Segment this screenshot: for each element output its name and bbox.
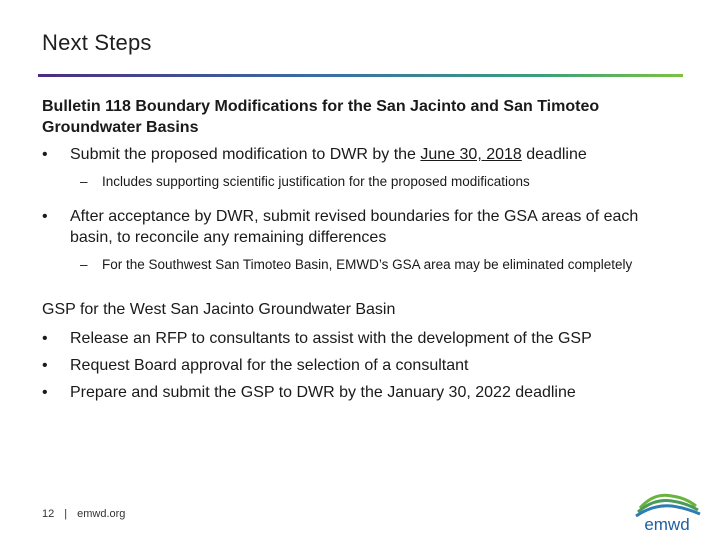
sub-bullet-text: For the Southwest San Timoteo Basin, EMWD’s GSA area may be eliminated completely — [102, 257, 633, 272]
page-number: 12 — [42, 508, 55, 520]
sub-bullet-marker: – — [80, 257, 88, 272]
bullet-submit-modification — [42, 144, 682, 165]
slide-content — [42, 96, 682, 403]
bullet-marker: • — [42, 146, 48, 163]
logo-text: emwd — [644, 515, 690, 532]
bullet-marker: • — [42, 330, 48, 347]
bullet-marker: • — [42, 384, 48, 401]
title-divider — [38, 74, 683, 77]
slide-title: Next Steps — [42, 30, 152, 55]
bullet-text-end: deadline — [521, 146, 587, 163]
bullet-marker: • — [42, 208, 48, 225]
deadline-date: June 30, 2018 — [420, 146, 522, 163]
section-heading-gsp: GSP for the West San Jacinto Groundwater Basin — [42, 301, 396, 318]
emwd-logo — [628, 488, 706, 532]
sub-bullet-timoteo — [42, 254, 682, 275]
bullet-submit-gsp — [42, 382, 682, 403]
bullet-text: After acceptance by DWR, submit revised boundaries for the GSA areas of each basin, to reconcile any remaining differences — [70, 208, 639, 246]
bullet-text: Request Board approval for the selection of a consultant — [70, 357, 469, 374]
footer-separator: | — [64, 508, 68, 520]
bullet-text: Release an RFP to consultants to assist with the development of the GSP — [70, 330, 592, 347]
slide-footer — [42, 508, 125, 520]
bullet-board-approval — [42, 355, 682, 376]
logo-wave-icon — [636, 495, 700, 516]
bullet-release-rfp — [42, 328, 682, 349]
bullet-text: Prepare and submit the GSP to DWR by the January 30, 2022 deadline — [70, 384, 576, 401]
footer-website-link[interactable]: emwd.org — [77, 508, 126, 520]
sub-bullet-text: Includes supporting scientific justification for the proposed modifications — [102, 174, 530, 189]
sub-bullet-justification — [42, 171, 682, 192]
section-heading-bulletin-118: Bulletin 118 Boundary Modifications for the San Jacinto and San Timoteo Groundwater Basins — [42, 98, 600, 136]
bullet-marker: • — [42, 357, 48, 374]
sub-bullet-marker: – — [80, 174, 88, 189]
bullet-revised-boundaries — [42, 206, 682, 248]
bullet-text: Submit the proposed modification to DWR by the — [70, 146, 421, 163]
